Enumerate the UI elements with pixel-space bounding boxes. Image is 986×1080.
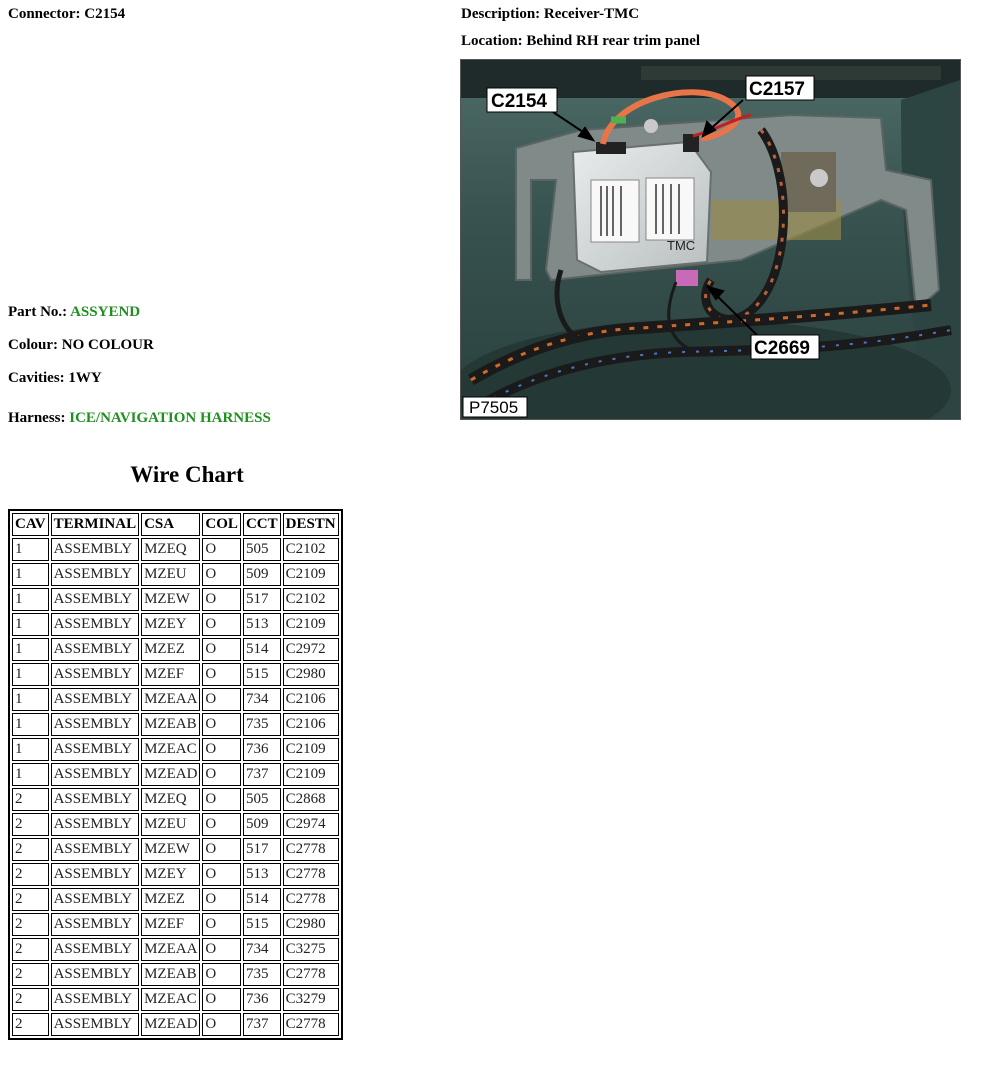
harness-label: Harness: — [8, 410, 66, 426]
table-row — [12, 763, 339, 786]
cell-csa: MZEW — [141, 588, 200, 611]
cell-csa: MZEAB — [141, 963, 200, 986]
table-row — [12, 888, 339, 911]
cavities-line — [8, 370, 102, 387]
cell-cav: 2 — [12, 838, 49, 861]
connector-location-photo — [460, 59, 961, 420]
cell-col: O — [202, 538, 241, 561]
cell-col: O — [202, 813, 241, 836]
colour-line — [8, 337, 154, 354]
cell-cct: 514 — [243, 888, 281, 911]
cell-csa: MZEY — [141, 613, 200, 636]
cell-terminal: ASSEMBLY — [51, 938, 140, 961]
cell-destn: C2980 — [283, 663, 339, 686]
cell-col: O — [202, 638, 241, 661]
connector-line — [8, 6, 125, 23]
location-label: Location: — [461, 33, 523, 49]
header-col: COL — [202, 513, 241, 536]
cell-cct: 517 — [243, 838, 281, 861]
unit-label: TMC — [667, 238, 696, 253]
cell-col: O — [202, 788, 241, 811]
cell-terminal: ASSEMBLY — [51, 963, 140, 986]
description-value: Receiver-TMC — [543, 6, 640, 22]
location-value: Behind RH rear trim panel — [526, 33, 701, 49]
table-row — [12, 588, 339, 611]
callout-c2157: C2157 — [749, 79, 805, 100]
cell-csa: MZEAA — [141, 938, 200, 961]
cell-cct: 505 — [243, 788, 281, 811]
cell-terminal: ASSEMBLY — [51, 838, 140, 861]
cell-cav: 1 — [12, 738, 49, 761]
cell-destn: C2778 — [283, 963, 339, 986]
cell-cav: 1 — [12, 713, 49, 736]
cell-col: O — [202, 613, 241, 636]
cell-cav: 1 — [12, 663, 49, 686]
cell-csa: MZEAC — [141, 988, 200, 1011]
cell-destn: C2109 — [283, 613, 339, 636]
cell-cct: 735 — [243, 963, 281, 986]
cell-destn: C2106 — [283, 713, 339, 736]
cell-cct: 737 — [243, 763, 281, 786]
cell-cav: 2 — [12, 813, 49, 836]
table-row — [12, 988, 339, 1011]
cell-destn: C2778 — [283, 1013, 339, 1036]
table-row — [12, 538, 339, 561]
cell-csa: MZEAB — [141, 713, 200, 736]
wire-chart-body — [12, 538, 339, 1036]
table-row — [12, 1013, 339, 1036]
cell-col: O — [202, 888, 241, 911]
cell-cav: 1 — [12, 563, 49, 586]
cell-destn: C3279 — [283, 988, 339, 1011]
cell-col: O — [202, 963, 241, 986]
cell-destn: C2972 — [283, 638, 339, 661]
cell-cct: 736 — [243, 738, 281, 761]
part-no-link[interactable]: ASSYEND — [70, 304, 141, 320]
connector-value: C2154 — [84, 6, 126, 22]
cell-terminal: ASSEMBLY — [51, 863, 140, 886]
cavities-label: Cavities: — [8, 370, 65, 386]
cell-cct: 737 — [243, 1013, 281, 1036]
cell-destn: C2106 — [283, 688, 339, 711]
cell-destn: C2102 — [283, 588, 339, 611]
cell-terminal: ASSEMBLY — [51, 788, 140, 811]
cell-destn: C2109 — [283, 738, 339, 761]
callout-c2669: C2669 — [754, 338, 810, 359]
cell-terminal: ASSEMBLY — [51, 688, 140, 711]
cell-terminal: ASSEMBLY — [51, 738, 140, 761]
table-row — [12, 863, 339, 886]
cell-destn: C2868 — [283, 788, 339, 811]
table-row — [12, 688, 339, 711]
cell-col: O — [202, 988, 241, 1011]
cell-csa: MZEAA — [141, 688, 200, 711]
part-no-line — [8, 304, 140, 321]
cell-terminal: ASSEMBLY — [51, 1013, 140, 1036]
cell-csa: MZEF — [141, 913, 200, 936]
table-row — [12, 963, 339, 986]
cell-col: O — [202, 763, 241, 786]
table-row — [12, 638, 339, 661]
cell-terminal: ASSEMBLY — [51, 763, 140, 786]
cell-terminal: ASSEMBLY — [51, 563, 140, 586]
cell-terminal: ASSEMBLY — [51, 638, 140, 661]
cell-col: O — [202, 563, 241, 586]
cell-terminal: ASSEMBLY — [51, 888, 140, 911]
cell-cav: 2 — [12, 788, 49, 811]
cavities-value: 1WY — [68, 370, 102, 386]
callout-c2154: C2154 — [491, 91, 547, 112]
table-row — [12, 663, 339, 686]
cell-terminal: ASSEMBLY — [51, 613, 140, 636]
cell-col: O — [202, 913, 241, 936]
description-line — [461, 6, 639, 23]
cell-cct: 735 — [243, 713, 281, 736]
header-cct: CCT — [243, 513, 281, 536]
cell-destn: C2102 — [283, 538, 339, 561]
cell-terminal: ASSEMBLY — [51, 913, 140, 936]
cell-destn: C2778 — [283, 888, 339, 911]
cell-col: O — [202, 588, 241, 611]
cell-destn: C2109 — [283, 763, 339, 786]
cell-cav: 2 — [12, 913, 49, 936]
cell-destn: C2980 — [283, 913, 339, 936]
table-header-row — [12, 513, 339, 536]
wire-chart-table — [8, 509, 343, 1040]
cell-csa: MZEQ — [141, 788, 200, 811]
cell-cav: 1 — [12, 638, 49, 661]
cell-csa: MZEU — [141, 563, 200, 586]
cell-terminal: ASSEMBLY — [51, 813, 140, 836]
cell-cav: 2 — [12, 888, 49, 911]
cell-terminal: ASSEMBLY — [51, 713, 140, 736]
wire-chart-title: Wire Chart — [130, 462, 244, 487]
location-line — [461, 33, 700, 50]
cell-cav: 2 — [12, 963, 49, 986]
header-cav: CAV — [12, 513, 49, 536]
cell-cav: 2 — [12, 1013, 49, 1036]
part-no-label: Part No.: — [8, 304, 68, 320]
table-row — [12, 813, 339, 836]
cell-col: O — [202, 863, 241, 886]
cell-csa: MZEY — [141, 863, 200, 886]
cell-cct: 509 — [243, 813, 281, 836]
table-row — [12, 788, 339, 811]
cell-cav: 2 — [12, 863, 49, 886]
cell-csa: MZEZ — [141, 638, 200, 661]
cell-cav: 2 — [12, 938, 49, 961]
cell-cav: 1 — [12, 763, 49, 786]
cell-terminal: ASSEMBLY — [51, 663, 140, 686]
cell-destn: C2778 — [283, 863, 339, 886]
cell-csa: MZEF — [141, 663, 200, 686]
cell-cct: 515 — [243, 663, 281, 686]
header-csa: CSA — [141, 513, 200, 536]
description-label: Description: — [461, 6, 541, 22]
header-destn: DESTN — [283, 513, 339, 536]
cell-csa: MZEAD — [141, 763, 200, 786]
colour-value: NO COLOUR — [61, 337, 154, 353]
cell-terminal: ASSEMBLY — [51, 538, 140, 561]
cell-cav: 1 — [12, 588, 49, 611]
table-row — [12, 913, 339, 936]
cell-destn: C3275 — [283, 938, 339, 961]
cell-cav: 1 — [12, 613, 49, 636]
cell-col: O — [202, 738, 241, 761]
harness-link[interactable]: ICE/NAVIGATION HARNESS — [69, 410, 271, 426]
cell-cct: 517 — [243, 588, 281, 611]
cell-destn: C2778 — [283, 838, 339, 861]
cell-csa: MZEU — [141, 813, 200, 836]
cell-cav: 2 — [12, 988, 49, 1011]
cell-cct: 513 — [243, 863, 281, 886]
cell-cct: 736 — [243, 988, 281, 1011]
cell-cct: 509 — [243, 563, 281, 586]
cell-cct: 515 — [243, 913, 281, 936]
table-row — [12, 713, 339, 736]
cell-csa: MZEAD — [141, 1013, 200, 1036]
cell-csa: MZEW — [141, 838, 200, 861]
cell-destn: C2109 — [283, 563, 339, 586]
figure-id: P7505 — [469, 398, 519, 417]
cell-cct: 514 — [243, 638, 281, 661]
cell-col: O — [202, 1013, 241, 1036]
cell-csa: MZEAC — [141, 738, 200, 761]
harness-line — [8, 410, 271, 427]
connector-label: Connector: — [8, 6, 81, 22]
cell-terminal: ASSEMBLY — [51, 588, 140, 611]
cell-col: O — [202, 938, 241, 961]
cell-col: O — [202, 838, 241, 861]
cell-csa: MZEQ — [141, 538, 200, 561]
cell-cct: 734 — [243, 938, 281, 961]
colour-label: Colour: — [8, 337, 58, 353]
cell-col: O — [202, 713, 241, 736]
cell-col: O — [202, 688, 241, 711]
cell-col: O — [202, 663, 241, 686]
cell-csa: MZEZ — [141, 888, 200, 911]
cell-destn: C2974 — [283, 813, 339, 836]
cell-cav: 1 — [12, 538, 49, 561]
cell-cct: 734 — [243, 688, 281, 711]
table-row — [12, 938, 339, 961]
cell-cav: 1 — [12, 688, 49, 711]
table-row — [12, 563, 339, 586]
cell-cct: 513 — [243, 613, 281, 636]
cell-cct: 505 — [243, 538, 281, 561]
header-terminal: TERMINAL — [51, 513, 140, 536]
cell-terminal: ASSEMBLY — [51, 988, 140, 1011]
table-row — [12, 738, 339, 761]
table-row — [12, 838, 339, 861]
table-row — [12, 613, 339, 636]
